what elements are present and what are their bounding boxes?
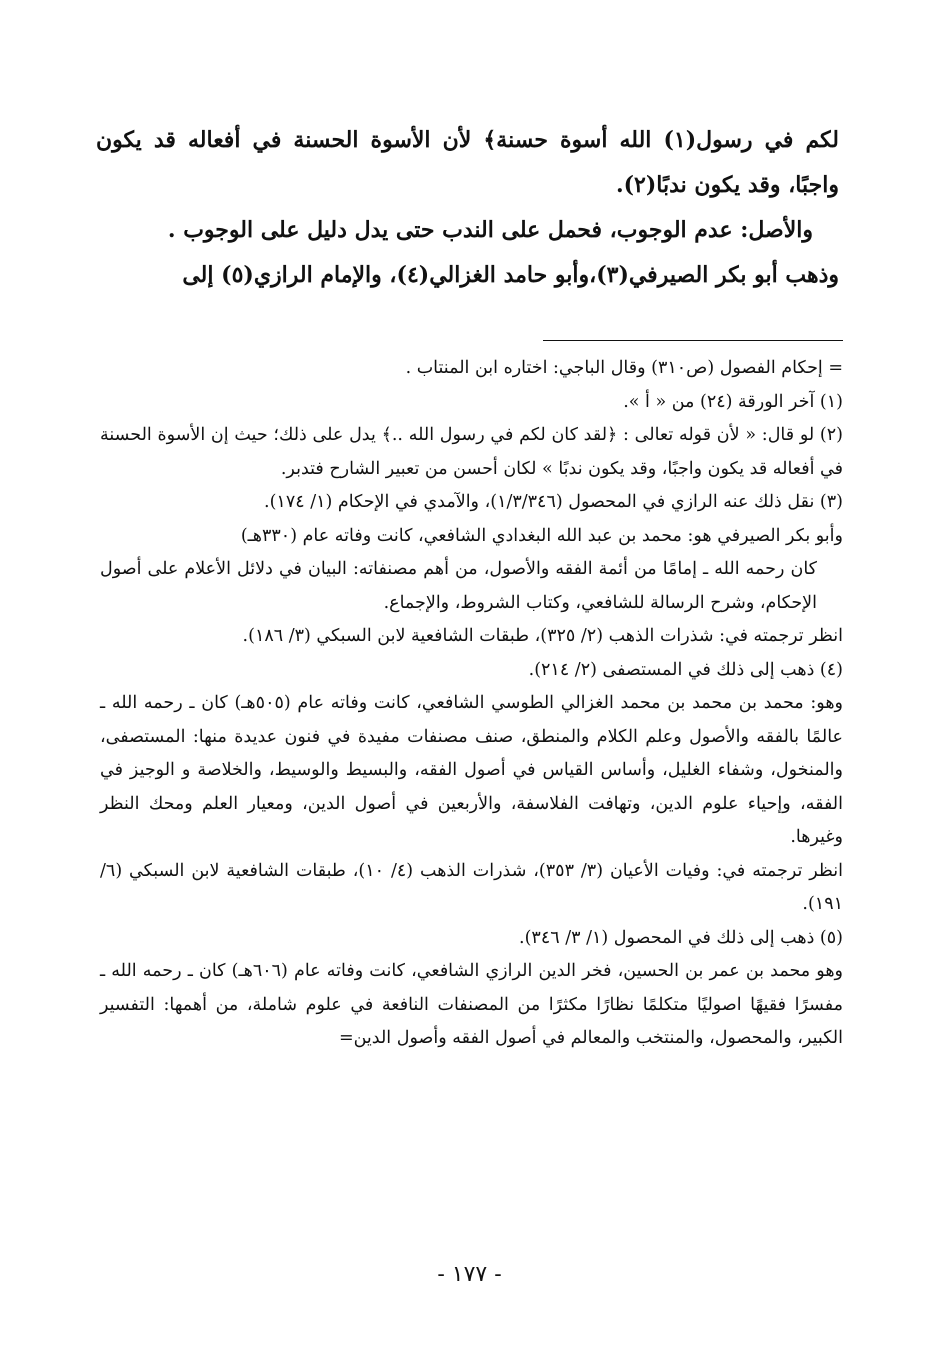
- footnote-3-bio: وأبو بكر الصيرفي هو: محمد بن عبد الله البغدادي الشافعي، كانت وفاته عام (٣٣٠هـ): [240, 525, 843, 546]
- footnote-4: (٤) ذهب إلى ذلك في المستصفى (٢/ ٢١٤).: [528, 659, 843, 680]
- footnote-3: (٣) نقل ذلك عنه الرازي في المحصول (١/٣/٣٤٦)، والآمدي في الإحكام (١/ ١٧٤).: [264, 492, 843, 512]
- footnote-4-bio: وهو: محمد بن محمد بن محمد الغزالي الطوسي الشافعي، كانت وفاته عام (٥٠٥هـ) كان ـ رحمه الله ـ عالمًا بالفقه والأصول وعلم الكلام والمنطق، صنف مصنفات مفيدة في فنون عديدة منها: المستصفى، والمنخول، وشفاء الغليل، وأساس القياس في أصول الفقه، والبسيط والوسيط، والخلاصة و الوجيز في الفقه، وإحياء علوم الدين، وتهافت الفلاسفة، والأربعين في أصول الدين، ومعيار العلم ومحك النظر وغيرها.: [100, 693, 844, 847]
- footnote-divider: [543, 340, 843, 341]
- footnote-3-refs: انظر ترجمته في: شذرات الذهب (٢/ ٣٢٥)، طبقات الشافعية لابن السبكي (٣/ ١٨٦).: [242, 626, 843, 646]
- main-paragraph-1: لكم في رسول(١) الله أسوة حسنة﴾ لأن الأسوة الحسنة في أفعاله قد يكون واجبًا، وقد يكون ندبًا(٢).: [96, 127, 839, 198]
- footnote-2: (٢) لو قال: « لأن قوله تعالى : ﴿لقد كان لكم في رسول الله ..﴾ يدل على ذلك؛ حيث إن الأسوة الحسنة في أفعاله قد يكون واجبًا، وقد يكون ندبًا » لكان أحسن من تعبير الشارح فتدبر.: [100, 425, 843, 479]
- main-paragraph-2: والأصل: عدم الوجوب، فحمل على الندب حتى يدل دليل على الوجوب .: [167, 217, 813, 243]
- footnote-5-bio: وهو محمد بن عمر بن الحسين، فخر الدين الرازي الشافعي، كانت وفاته عام (٦٠٦هـ) كان ـ رحمه الله ـ مفسرًا فقيهًا اصوليًا متكلمًا نظارًا مكثرًا من المصنفات النافعة في علوم شاملة، من أهمها: التفسير الكبير، والمحصول، والمنتخب والمعالم في أصول الفقه وأصول الدين=: [100, 961, 843, 1048]
- footnote-4-refs: انظر ترجمته في: وفيات الأعيان (٣/ ٣٥٣)، شذرات الذهب (٤/ ١٠)، طبقات الشافعية لابن السبكي (٦/ ١٩١).: [100, 860, 844, 914]
- footnote-5: (٥) ذهب إلى ذلك في المحصول (١/ ٣/ ٣٤٦).: [519, 927, 843, 948]
- page-number: - ١٧٧ -: [437, 1262, 502, 1287]
- footnotes: [100, 352, 843, 1056]
- main-paragraph-3: وذهب أبو بكر الصيرفي(٣)،وأبو حامد الغزالي(٤)، والإمام الرازي(٥) إلى: [182, 262, 839, 288]
- footnote-continuation: = إحكام الفصول (ص٣١٠) وقال الباجي: اختاره ابن المنتاب .: [405, 358, 843, 378]
- main-text: [96, 118, 839, 298]
- footnote-1: (١) آخر الورقة (٢٤) من « أ ».: [623, 391, 843, 412]
- footnote-3-bio-cont: كان رحمه الله ـ إمامًا من أئمة الفقه والأصول، من أهم مصنفاته: البيان في دلائل الأعلام على أصول الإحكام، وشرح الرسالة للشافعي، وكتاب الشروط، والإجماع.: [100, 559, 817, 613]
